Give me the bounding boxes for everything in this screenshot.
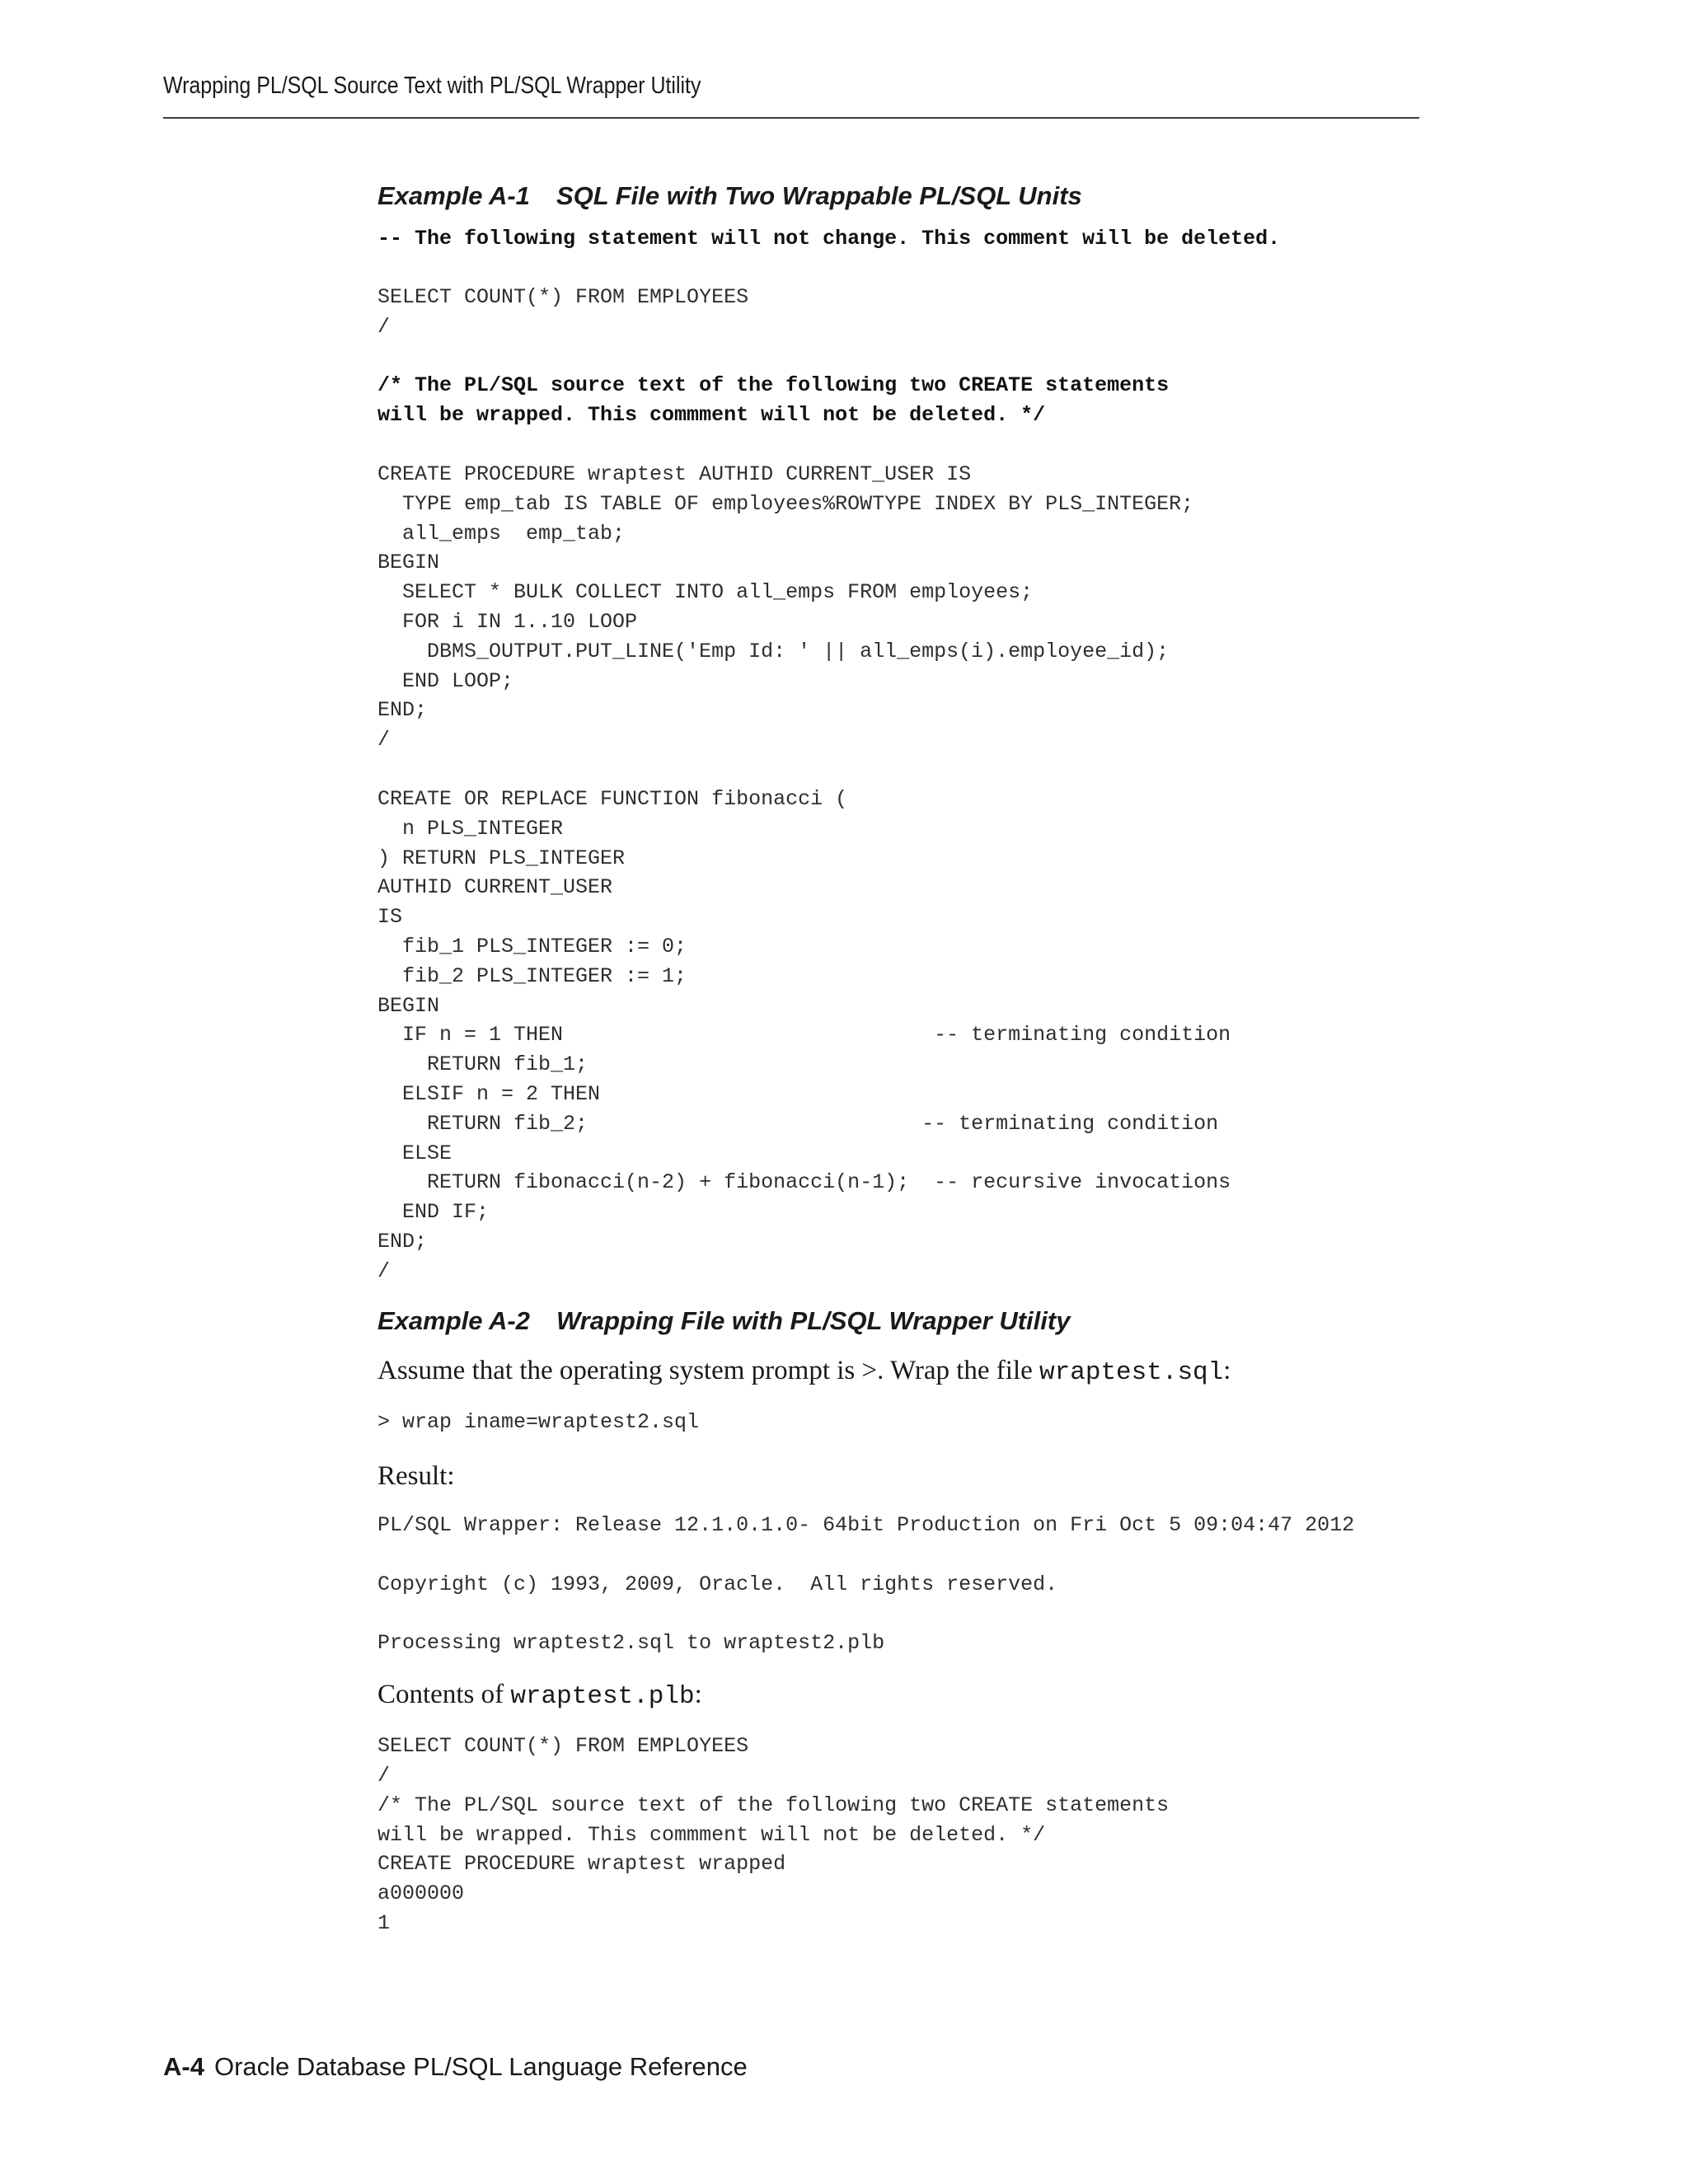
example-a2-label: Example A-2 bbox=[377, 1305, 530, 1335]
contents-suffix: : bbox=[694, 1680, 702, 1710]
contents-filename: wraptest.plb bbox=[510, 1682, 695, 1712]
intro-filename: wraptest.sql bbox=[1039, 1357, 1224, 1387]
example-a1-select-block: SELECT COUNT(*) FROM EMPLOYEES / bbox=[377, 284, 749, 339]
book-title: Oracle Database PL/SQL Language Reference bbox=[213, 2052, 748, 2081]
example-a2-intro bbox=[377, 1349, 1449, 1394]
page-number: A-4 bbox=[163, 2052, 204, 2081]
contents-label bbox=[377, 1673, 1449, 1718]
header-divider bbox=[163, 117, 1419, 119]
example-a1-function-code: CREATE OR REPLACE FUNCTION fibonacci ( n PLS_INTEGER ) RETURN PLS_INTEGER AUTHID CURRENT_USER IS fib_1 PLS_INTEGER := 0; fib_2 PLS_INTEGER := 1; BEGIN IF n = 1 THEN -- terminating condition RETURN fib_1; ELSIF n = 2 THEN RETURN fib_2; -- terminating condition ELSE RETURN fibonacci(n-2) + fibonacci(n-1); -- recursive invocations END IF; END; / bbox=[377, 786, 1231, 1283]
wrap-command: > wrap iname=wraptest2.sql bbox=[377, 1409, 700, 1434]
example-a2-title: Wrapping File with PL/SQL Wrapper Utility bbox=[556, 1305, 1071, 1335]
intro-suffix: : bbox=[1223, 1355, 1231, 1385]
result-output: PL/SQL Wrapper: Release 12.1.0.1.0- 64bit Production on Fri Oct 5 09:04:47 2012 Copyright (c) 1993, 2009, Oracle. All rights reserved. Processing wraptest2.sql to wraptest2.plb bbox=[377, 1513, 1355, 1656]
result-label: Result: bbox=[377, 1461, 455, 1492]
page-body bbox=[377, 173, 1449, 1938]
example-a1-comment-line: -- The following statement will not change. This comment will be deleted. bbox=[377, 227, 1281, 251]
example-a2-heading bbox=[377, 1298, 1449, 1344]
contents-output: SELECT COUNT(*) FROM EMPLOYEES / /* The PL/SQL source text of the following two CREATE statements will be wrapped. This commment will not be deleted. */ CREATE PROCEDURE wraptest wrapped a000000 1 bbox=[377, 1734, 1170, 1936]
example-a1-procedure-code: CREATE PROCEDURE wraptest AUTHID CURRENT_USER IS TYPE emp_tab IS TABLE OF employees%ROWTYPE INDEX BY PLS_INTEGER; all_emps emp_tab; BEGIN SELECT * BULK COLLECT INTO all_emps FROM employees; FOR i IN 1..10 LOOP DBMS_OUTPUT.PUT_LINE('Emp Id: ' || all_emps(i).employee_id); END LOOP; END; / bbox=[377, 462, 1194, 752]
page-footer bbox=[163, 2052, 748, 2082]
example-a1-label: Example A-1 bbox=[377, 181, 530, 210]
example-a1-title: SQL File with Two Wrappable PL/SQL Units bbox=[556, 181, 1082, 210]
contents-text: Contents of bbox=[377, 1680, 511, 1710]
running-header-title: Wrapping PL/SQL Source Text with PL/SQL Wrapper Utility bbox=[163, 73, 701, 99]
example-a1-block-comment: /* The PL/SQL source text of the following two CREATE statements will be wrapped. This commment will not be deleted. */ bbox=[377, 373, 1170, 428]
example-a1-heading bbox=[377, 173, 1449, 219]
intro-text: Assume that the operating system prompt is >. Wrap the file bbox=[377, 1355, 1040, 1385]
